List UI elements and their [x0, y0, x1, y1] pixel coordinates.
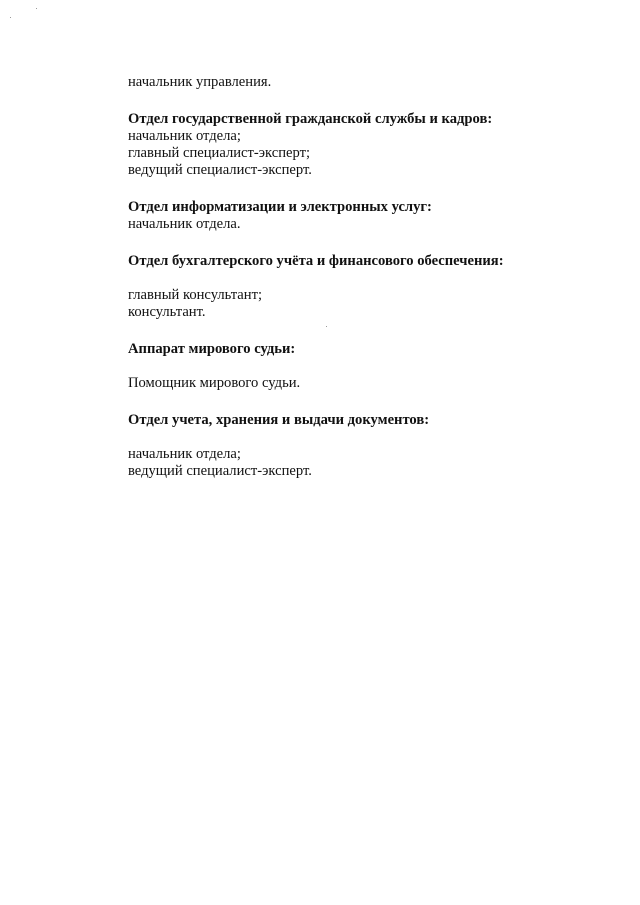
list-item: ведущий специалист-эксперт. [128, 463, 312, 479]
list-item: Помощник мирового судьи. [128, 375, 301, 391]
scan-speck [36, 8, 37, 9]
intro-line: начальник управления. [128, 74, 272, 90]
section-heading-magistrate: Аппарат мирового судьи: [128, 341, 296, 357]
section-heading-accounting: Отдел бухгалтерского учёта и финансового обеспечения: [128, 253, 504, 269]
document-body [128, 74, 598, 480]
section-heading-civil-service: Отдел государственной гражданской службы и кадров: [128, 111, 493, 127]
section-heading-documents: Отдел учета, хранения и выдачи документов: [128, 412, 430, 428]
list-item: начальник отдела; [128, 446, 241, 462]
list-item: главный специалист-эксперт; [128, 145, 311, 161]
list-item: начальник отдела. [128, 216, 241, 232]
list-item: ведущий специалист-эксперт. [128, 162, 312, 178]
list-item: начальник отдела; [128, 128, 241, 144]
section-heading-informatization: Отдел информатизации и электронных услуг: [128, 199, 432, 215]
list-item: главный консультант; [128, 287, 263, 303]
list-item: консультант. [128, 304, 206, 320]
scan-speck [10, 17, 11, 18]
